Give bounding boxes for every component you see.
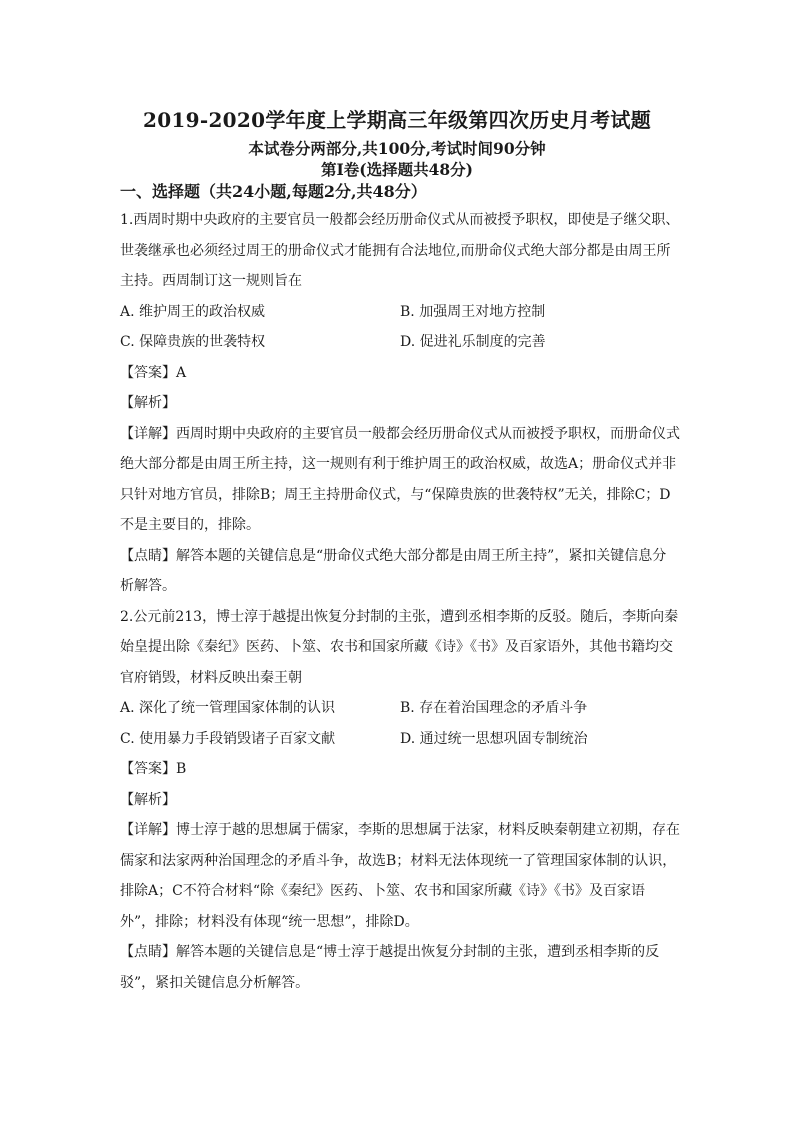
exam-info: 本试卷分两部分,共100分,考试时间90分钟 [248,139,546,158]
question-1-options-row-2 [120,327,680,358]
detail-line: 【详解】西周时期中央政府的主要官员一般都会经历册命仪式从而被授予职权，而册命仪式 [120,425,680,442]
option-c: C. 使用暴力手段销毁诸子百家文献 [120,730,336,747]
question-1-stem-line: 世袭继承也必须经过周王的册命仪式才能拥有合法地位,而册命仪式绝大部分都是由周王所 [120,242,671,259]
tip-line: 析解答。 [120,578,176,594]
option-a: A. 维护周王的政治权威 [120,303,266,320]
detail-line: 只针对地方官员，排除B；周王主持册命仪式，与“保障贵族的世袭特权”无关，排除C；D [120,486,671,503]
question-1 [120,205,680,602]
analysis-label: 【解析】 [120,395,176,411]
option-a: A. 深化了统一管理国家体制的认识 [120,700,336,716]
answer-label: 【答案】B [120,761,187,777]
option-d: D. 通过统一思想巩固专制统治 [400,730,588,747]
section-heading: 一、选择题（共24小题,每题2分,共48分） [120,182,427,201]
analysis-label: 【解析】 [120,791,176,808]
question-content [120,205,680,998]
tip-line: 【点睛】解答本题的关键信息是“册命仪式绝大部分都是由周王所主持”，紧扣关键信息分 [120,547,667,564]
question-2 [120,602,680,999]
detail-line: 【详解】博士淳于越的思想属于儒家，李斯的思想属于法家，材料反映秦朝建立初期，存在 [120,822,680,838]
question-1-options-row-1 [120,297,680,328]
question-2-options-row-1 [120,693,680,724]
option-d: D. 促进礼乐制度的完善 [400,334,546,350]
answer-label: 【答案】A [120,364,187,381]
question-2-options-row-2 [120,724,680,755]
part-heading: 第Ⅰ卷(选择题共48分) [321,160,473,179]
question-2-stem-line: 2.公元前213，博士淳于越提出恢复分封制的主张，遭到丞相李斯的反驳。随后，李斯向秦 [120,608,679,625]
detail-line: 外”，排除；材料没有体现“统一思想”，排除D。 [120,913,419,930]
option-b: B. 存在着治国理念的矛盾斗争 [400,700,588,716]
detail-line: 儒家和法家两种治国理念的矛盾斗争，故选B；材料无法体现统一了管理国家体制的认识， [120,852,677,869]
question-1-stem-line: 1.西周时期中央政府的主要官员一般都会经历册命仪式从而被授予职权，即使是子继父职、 [120,212,680,228]
question-2-stem-line: 官府销毁，材料反映出秦王朝 [120,669,302,686]
tip-line: 驳”，紧扣关键信息分析解答。 [120,974,310,991]
detail-line: 绝大部分都是由周王所主持，这一规则有利于维护周王的政治权威，故选A；册命仪式并非 [120,456,677,472]
question-2-stem-line: 始皇提出除《秦纪》医药、卜筮、农书和国家所藏《诗》《书》及百家语外，其他书籍均交 [120,639,673,655]
question-1-stem-line: 主持。西周制订这一规则旨在 [120,273,302,289]
tip-line: 【点睛】解答本题的关键信息是“博士淳于越提出恢复分封制的主张，遭到丞相李斯的反 [120,944,660,960]
option-c: C. 保障贵族的世袭特权 [120,334,266,350]
detail-line: 排除A；C不符合材料“除《秦纪》医药、卜筮、农书和国家所藏《诗》《书》及百家语 [120,883,645,899]
detail-line: 不是主要目的，排除。 [120,517,260,533]
page-title: 2019-2020学年度上学期高三年级第四次历史月考试题 [142,108,652,132]
option-b: B. 加强周王对地方控制 [400,303,546,320]
